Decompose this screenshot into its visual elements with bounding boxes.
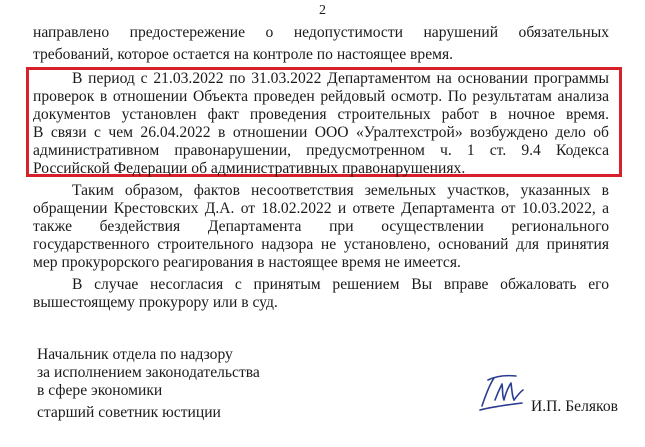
signer-rank: старший советник юстиции [37,404,221,421]
text-line: проверок в отношении Объекта проведен рейдовый осмотр. По результатам анализа [33,88,609,105]
signer-position-line: Начальник отдела по надзору [37,346,233,363]
text-line: также бездействия Департамента при осуществлении регионального [33,218,609,235]
text-line: В период с 21.03.2022 по 31.03.2022 Департаментом на основании программы [72,70,609,87]
signer-name: И.П. Беляков [531,398,618,415]
text-line: документов установлен факт проведения строительных работ в ночное время. [33,106,609,123]
signer-position-line: в сфере экономики [37,382,163,399]
handwritten-signature [476,370,526,414]
text-line: требований, которое остается на контроле по настоящее время. [33,46,454,63]
text-line: мер прокурорского реагирования в настоящее время не имеется. [33,254,461,271]
text-line: В случае несогласия с принятым решением Вы вправе обжаловать его [72,276,609,293]
text-line: направлено предостережение о недопустимости нарушений обязательных [33,24,609,41]
text-line: государственного строительного надзора не установлено, оснований для принятия [33,236,609,253]
signer-position-line: за исполнением законодательства [37,364,260,381]
text-line: административном правонарушении, предусмотренном ч. 1 ст. 9.4 Кодекса [33,142,609,159]
text-line: обращении Крестовских Д.А. от 18.02.2022 и ответе Департамента от 10.03.2022, а [33,200,609,217]
text-line: Российской Федерации об административных правонарушениях. [33,160,466,177]
text-line: В связи с чем 26.04.2022 в отношении ООО «Уралтехстрой» возбуждено дело об [33,124,609,141]
text-line: вышестоящему прокурору или в суд. [33,294,278,311]
text-line: Таким образом, фактов несоответствия земельных участков, указанных в [72,182,609,199]
page-number: 2 [319,3,326,18]
